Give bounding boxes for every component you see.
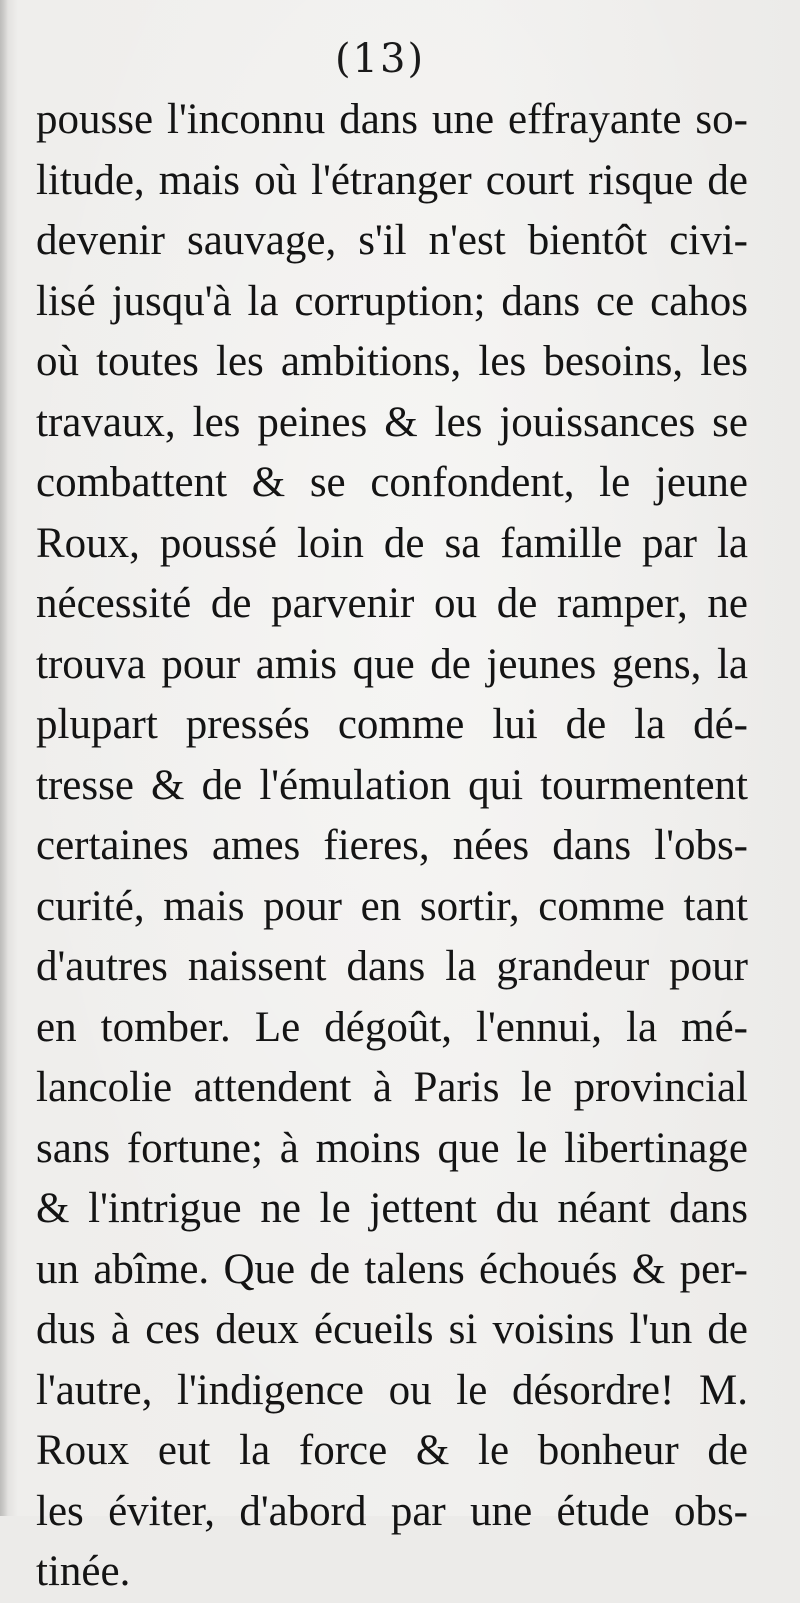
- text-line: en tomber. Le dégoût, l'ennui, la mé-: [36, 1003, 748, 1051]
- text-line: Roux, poussé loin de sa famille par la: [36, 519, 748, 567]
- text-line: sans fortune; à moins que le libertinage: [36, 1124, 748, 1172]
- text-line: trouva pour amis que de jeunes gens, la: [36, 640, 748, 688]
- text-line: curité, mais pour en sortir, comme tant: [36, 882, 748, 930]
- text-line: l'autre, l'indigence ou le désordre! M.: [36, 1366, 748, 1414]
- body-text: [36, 90, 748, 1603]
- text-line: dus à ces deux écueils si voisins l'un de: [36, 1306, 748, 1353]
- text-line: tresse & de l'émulation qui tourmentent: [36, 761, 748, 809]
- text-line: lisé jusqu'à la corruption; dans ce cahos: [36, 277, 748, 325]
- text-line: Roux eut la force & le bonheur de: [36, 1427, 748, 1474]
- text-line: travaux, les peines & les jouissances se: [36, 398, 748, 446]
- text-line: litude, mais où l'étranger court risque de: [36, 156, 748, 204]
- text-line: d'autres naissent dans la grandeur pour: [36, 943, 748, 990]
- text-line: lancolie attendent à Paris le provincial: [36, 1064, 748, 1111]
- text-line: les éviter, d'abord par une étude obs-: [36, 1487, 748, 1535]
- text-line: nécessité de parvenir ou de ramper, ne: [36, 580, 748, 627]
- text-line: combattent & se confondent, le jeune: [36, 459, 748, 506]
- text-line: où toutes les ambitions, les besoins, les: [36, 338, 748, 385]
- text-line: un abîme. Que de talens échoués & per-: [36, 1245, 748, 1293]
- text-line: devenir sauvage, s'il n'est bientôt civi-: [36, 217, 748, 264]
- page-number: (13): [334, 36, 426, 82]
- text-line: plupart pressés comme lui de la dé-: [36, 701, 748, 748]
- text-line: & l'intrigue ne le jettent du néant dans: [36, 1185, 748, 1232]
- text-line-last: tinée.: [36, 1548, 131, 1595]
- page-edge-shadow: [0, 0, 8, 1516]
- text-line: pousse l'inconnu dans une effrayante so-: [36, 96, 748, 143]
- text-line: certaines ames fieres, nées dans l'obs-: [36, 822, 748, 869]
